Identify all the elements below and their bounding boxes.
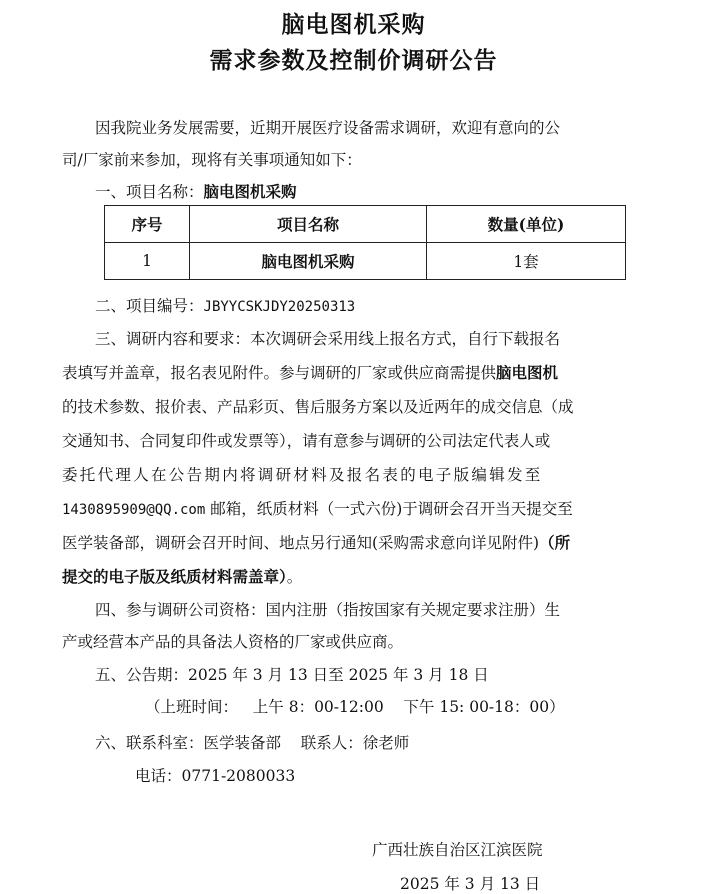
header-name: 项目名称 — [190, 206, 427, 243]
item3-line-6-text: 邮箱，纸质材料（一式六份)于调研会召开当天提交至 — [205, 500, 573, 518]
item3-line-4: 交通知书、合同复印件或发票等），请有意参与调研的公司法定代表人或 — [62, 432, 551, 450]
cell-name: 脑电图机采购 — [190, 243, 427, 280]
header-qty: 数量(单位) — [427, 206, 626, 243]
item1-label: 一、项目名称： — [95, 183, 204, 201]
item6-line-1: 六、联系科室：医学装备部 联系人：徐老师 — [95, 734, 410, 752]
cell-no: 1 — [105, 243, 190, 280]
cell-qty: 1套 — [427, 243, 626, 280]
header-no: 序号 — [105, 206, 190, 243]
item3-line-6 — [62, 499, 672, 520]
signature-org: 广西壮族自治区江滨医院 — [372, 841, 543, 859]
item5-line-1: 五、公告期：2025 年 3 月 13 日至 2025 年 3 月 18 日 — [95, 666, 489, 684]
item2-label: 二、项目编号： — [95, 297, 204, 315]
item3-line-8-end: 。 — [286, 568, 303, 586]
item3-line-2-bold: 脑电图机 — [496, 363, 559, 382]
item3-line-7 — [62, 533, 672, 553]
item3-line-8-bold: 提交的电子版及纸质材料需盖章） — [62, 567, 287, 586]
intro-line-2: 司/厂家前来参加，现将有关事项通知如下： — [62, 151, 362, 169]
item3-line-8 — [62, 567, 672, 587]
title-line-2: 需求参数及控制价调研公告 — [209, 47, 498, 74]
item3-line-7-bold: （所 — [539, 533, 571, 552]
item5-line-2: （上班时间： 上午 8：00-12:00 下午 15: 00-18：00） — [145, 698, 565, 716]
item4-line-1: 四、参与调研公司资格：国内注册（指按国家有关规定要求注册）生 — [95, 601, 561, 619]
item3-line-3: 的技术参数、报价表、产品彩页、售后服务方案以及近两年的成交信息（成 — [62, 398, 574, 416]
item3-line-2-text: 表填写并盖章，报名表见附件。参与调研的厂家或供应商需提供 — [62, 364, 497, 382]
title-line-1: 脑电图机采购 — [281, 11, 426, 38]
intro-line-1: 因我院业务发展需要，近期开展医疗设备需求调研，欢迎有意向的公 — [95, 119, 561, 137]
item3-line-5: 委托代理人在公告期内将调研材料及报名表的电子版编辑发至 — [62, 466, 543, 484]
item4-line-2: 产或经营本产品的具备法人资格的厂家或供应商。 — [62, 633, 404, 651]
table-row — [105, 243, 626, 280]
item6-line-2: 电话：0771-2080033 — [135, 767, 296, 785]
item1 — [95, 182, 705, 202]
item1-value: 脑电图机采购 — [203, 182, 297, 201]
email-address: 1430895909@QQ.com — [62, 502, 206, 518]
item3-line-2 — [62, 363, 672, 383]
item2 — [95, 296, 705, 317]
item3-line-1: 三、调研内容和要求：本次调研会采用线上报名方式，自行下载报名 — [95, 330, 561, 348]
signature-date: 2025 年 3 月 13 日 — [400, 875, 541, 893]
project-table — [104, 205, 626, 280]
item2-value: JBYYCSKJDY20250313 — [203, 299, 356, 315]
item3-line-7-text: 医学装备部，调研会召开时间、地点另行通知(采购需求意向详见附件) — [62, 534, 540, 552]
table-header-row — [105, 206, 626, 243]
